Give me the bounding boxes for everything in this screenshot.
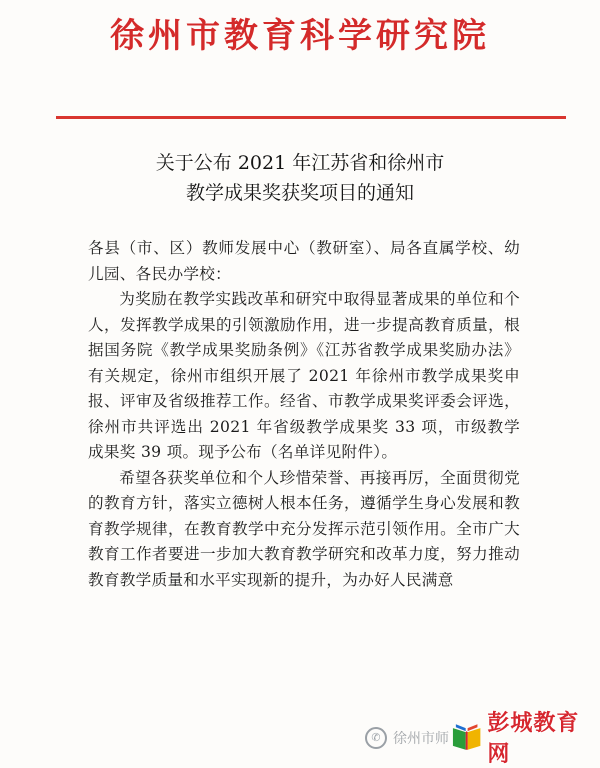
paragraph-1: 为奖励在教学实践改革和研究中取得显著成果的单位和个人，发挥教学成果的引领激励作用，进一步提高教育质量，根据国务院《教学成果奖励条例》《江苏省教学成果奖励办法》有关规定，徐州市组织开展了 2021 年徐州市教学成果奖申报、评审及省级推荐工作。经省、市教学成果奖评委会评选，徐州市共评选出 2021 年省级教学成果奖 33 项，市级教学成果奖 39 项。现予公布（名单详见附件）。 [88, 290, 520, 461]
book-logo-icon [450, 720, 483, 754]
document-body [88, 236, 520, 593]
letterhead-divider [56, 116, 566, 119]
salutation: 各县（市、区）教师发展中心（教研室）、局各直属学校、幼儿园、各民办学校： [88, 239, 520, 283]
site-brand-watermark [450, 711, 600, 767]
wechat-watermark [365, 720, 449, 756]
document-title-line2: 教学成果奖获奖项目的通知 [185, 182, 414, 204]
document-title-line1: 关于公布 2021 年江苏省和徐州市 [155, 152, 445, 174]
wechat-icon: ✆ [365, 727, 387, 749]
letterhead-title: 徐州市教育科学研究院 [110, 16, 490, 56]
brand-name: 彭城教育网 [487, 711, 580, 767]
watermark-text: 徐州市师 [393, 731, 449, 747]
paragraph-2: 希望各获奖单位和个人珍惜荣誉、再接再厉，全面贯彻党的教育方针，落实立德树人根本任务，遵循学生身心发展和教育教学规律，在教育教学中充分发挥示范引领作用。全市广大教育工作者要进一步加大教育教学研究和改革力度，努力推动教育教学质量和水平实现新的提升，为办好人民满意 [88, 468, 520, 589]
